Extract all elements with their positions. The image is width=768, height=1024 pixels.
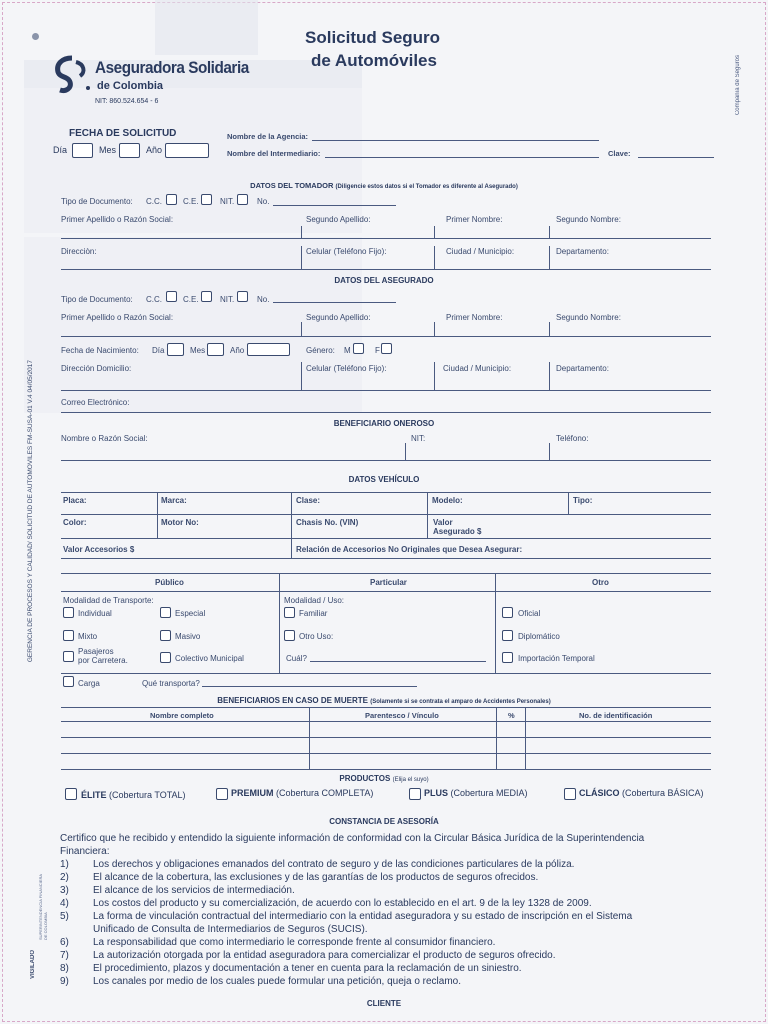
producto-clasico [579, 788, 704, 798]
fecha-dia-label: Día [53, 145, 68, 155]
asegurado-cc-checkbox[interactable] [166, 291, 177, 302]
vehiculo-valor2: Asegurado $ [433, 527, 482, 536]
tomador-ce-label: C.E. [183, 197, 199, 206]
vehiculo-accesorios: Valor Accesorios $ [63, 545, 135, 554]
producto-elite-checkbox[interactable] [65, 788, 77, 800]
tomador-no-line[interactable] [273, 205, 396, 206]
tomador-cc-label: C.C. [146, 197, 162, 206]
vehiculo-color: Color: [63, 518, 87, 527]
uso-otro-uso-checkbox[interactable] [284, 630, 295, 641]
asegurado-mes-input[interactable] [207, 343, 224, 356]
asegurado-mes-label: Mes [190, 346, 206, 355]
vehiculo-tipo: Tipo: [573, 496, 593, 505]
uso-que-transporta: Qué transporta? [142, 679, 200, 688]
beneficiario-telefono: Teléfono: [556, 434, 589, 443]
asegurado-departamento: Departamento: [556, 364, 609, 373]
side-text: Compañía de Seguros [735, 55, 741, 116]
tomador-primer-apellido: Primer Apellido o Razón Social: [61, 215, 174, 224]
uso-importacion-checkbox[interactable] [502, 652, 513, 663]
uso-importacion: Importación Temporal [518, 654, 595, 663]
uso-familiar: Familiar [299, 609, 328, 618]
uso-carga: Carga [78, 679, 100, 688]
asegurado-m-checkbox[interactable] [353, 343, 364, 354]
company-logo-icon [52, 54, 92, 99]
vehiculo-marca: Marca: [161, 496, 187, 505]
asegurado-tipo-doc: Tipo de Documento: [61, 295, 133, 304]
asegurado-ciudad: Ciudad / Municipio: [443, 364, 512, 373]
uso-otro: Otro [592, 578, 609, 587]
asegurado-ce-checkbox[interactable] [201, 291, 212, 302]
tomador-nit-checkbox[interactable] [237, 194, 248, 205]
uso-particular: Particular [370, 578, 407, 587]
tomador-celular: Celular (Teléfono Fijo): [306, 247, 387, 256]
asegurado-m-label: M [344, 346, 351, 355]
tomador-ce-checkbox[interactable] [201, 194, 212, 205]
constancia-title: CONSTANCIA DE ASESORÍA [329, 817, 439, 826]
producto-premium [231, 788, 373, 798]
asegurado-direccion: Dirección Domicilio: [61, 364, 132, 373]
tomador-row1-line[interactable] [61, 238, 711, 239]
producto-elite-name: ÉLITE [81, 790, 107, 800]
asegurado-correo: Correo Electrónico: [61, 398, 130, 407]
uso-cual: Cuál? [286, 654, 307, 663]
vehiculo-title: DATOS VEHÍCULO [348, 475, 420, 484]
muerte-header [0, 696, 768, 705]
producto-premium-sub: (Cobertura COMPLETA) [276, 788, 374, 798]
beneficiario-nombre: Nombre o Razón Social: [61, 434, 148, 443]
asegurado-segundo-nombre: Segundo Nombre: [556, 313, 621, 322]
muerte-title: BENEFICIARIOS EN CASO DE MUERTE [217, 696, 368, 705]
intermediario-line[interactable] [325, 157, 599, 158]
constancia-intro2: Financiera: [60, 846, 110, 857]
tomador-cc-checkbox[interactable] [166, 194, 177, 205]
producto-clasico-checkbox[interactable] [564, 788, 576, 800]
producto-plus [424, 788, 528, 798]
tomador-tipo-doc: Tipo de Documento: [61, 197, 133, 206]
uso-modalidad-transporte: Modalidad de Transporte: [63, 596, 154, 605]
uso-colectivo: Colectivo Municipal [175, 654, 244, 663]
muerte-col-identificacion: No. de identificación [579, 711, 653, 720]
asegurado-no-label: No. [257, 295, 270, 304]
uso-diplomatico-checkbox[interactable] [502, 630, 513, 641]
uso-mixto: Mixto [78, 632, 98, 641]
fecha-dia-input[interactable] [72, 143, 93, 158]
productos-note: (Elija el suyo) [392, 777, 429, 783]
vehiculo-motor: Motor No: [161, 518, 199, 527]
asegurado-fecha-nac: Fecha de Nacimiento: [61, 346, 139, 355]
tomador-primer-nombre: Primer Nombre: [446, 215, 503, 224]
overlay-left-block-2 [24, 237, 362, 413]
muerte-col-porcentaje: % [508, 711, 515, 720]
asegurado-genero: Género: [306, 346, 335, 355]
muerte-col-nombre: Nombre completo [150, 711, 214, 720]
asegurado-primer-nombre: Primer Nombre: [446, 313, 503, 322]
uso-especial: Especial [175, 609, 206, 618]
productos-title: PRODUCTOS [339, 774, 391, 783]
tomador-ciudad: Ciudad / Municipio: [446, 247, 515, 256]
asegurado-dia-input[interactable] [167, 343, 184, 356]
tomador-segundo-nombre: Segundo Nombre: [556, 215, 621, 224]
uso-cual-line[interactable] [310, 661, 486, 662]
asegurado-row1-line[interactable] [61, 336, 711, 337]
producto-elite-sub: (Cobertura TOTAL) [109, 790, 186, 800]
tomador-row2-line[interactable] [61, 269, 711, 270]
company-sub: de Colombia [97, 80, 164, 92]
fecha-title: FECHA DE SOLICITUD [69, 128, 177, 139]
clave-line[interactable] [638, 157, 714, 158]
uso-publico: Público [155, 578, 184, 587]
uso-masivo: Masivo [175, 632, 201, 641]
productos-header [0, 774, 768, 783]
agencia-line[interactable] [312, 140, 599, 141]
producto-clasico-name: CLÁSICO [579, 788, 620, 798]
vehiculo-clase: Clase: [296, 496, 321, 505]
producto-premium-checkbox[interactable] [216, 788, 228, 800]
vehiculo-relacion: Relación de Accesorios No Originales que Desea Asegurar: [296, 545, 523, 554]
muerte-row-1[interactable] [61, 737, 711, 738]
tomador-direccion: Direcciòn: [61, 247, 97, 256]
clave-label: Clave: [608, 149, 631, 158]
title-line2: de Automóviles [311, 51, 437, 70]
constancia-intro1: Certifico que he recibido y entendido la siguiente información de conformidad con la Circular Básica Jurídica de la Superintendencia [60, 833, 645, 844]
asegurado-f-label: F [375, 346, 380, 355]
uso-individual: Individual [78, 609, 112, 618]
fecha-mes-input[interactable] [119, 143, 140, 158]
constancia-item-9: 9) Los canales por medio de los cuales puede formular una petición, queja o reclamo. [60, 976, 461, 987]
uso-modalidad-uso: Modalidad / Uso: [284, 596, 345, 605]
vertical-code: GERENCIA DE PROCESOS Y CALIDAD/ SOLICITUD DE AUTOMOVILES FM-SUSA-01 V.4 04/05/2017 [27, 360, 34, 663]
vehiculo-chasis: Chasis No. (VIN) [296, 518, 359, 527]
producto-plus-name: PLUS [424, 788, 449, 798]
beneficiario-title: BENEFICIARIO ONEROSO [333, 419, 435, 428]
muerte-col-parentesco: Parentesco / Vínculo [365, 711, 439, 720]
constancia-item-5b: Unificado de Consulta de Intermediarios de Seguros (SUCIS). [93, 924, 368, 935]
uso-mixto-checkbox[interactable] [63, 630, 74, 641]
tomador-no-label: No. [257, 197, 270, 206]
producto-elite [81, 790, 186, 800]
asegurado-f-checkbox[interactable] [381, 343, 392, 354]
vigilado-sub: SUPERINTENDENCIA FINANCIERA DE COLOMBIA [38, 874, 48, 940]
agencia-label: Nombre de la Agencia: [227, 132, 308, 141]
muerte-row-3[interactable] [61, 769, 711, 770]
overlay-top-tab [155, 0, 258, 55]
tomador-note: (Diligencie estos datos si el Tomador es diferente al Asegurado) [335, 184, 518, 190]
constancia-item-6: 6) La responsabilidad que como intermediario le corresponde frente al consumidor financiero. [60, 937, 496, 948]
fecha-ano-label: Año [146, 145, 163, 155]
uso-pasajeros2: por Carretera. [78, 656, 128, 665]
asegurado-row2-line[interactable] [61, 390, 711, 391]
uso-pasajeros-checkbox[interactable] [63, 651, 74, 662]
producto-clasico-sub: (Cobertura BÁSICA) [622, 788, 704, 798]
asegurado-correo-line[interactable] [61, 412, 711, 413]
uso-especial-checkbox[interactable] [160, 607, 171, 618]
tomador-nit-label: NIT. [220, 197, 235, 206]
uso-que-transporta-line[interactable] [202, 686, 417, 687]
constancia-item-1: 1) Los derechos y obligaciones emanados del contrato de seguro y de las condiciones particulares de la póliza. [60, 859, 575, 870]
tomador-title: DATOS DEL TOMADOR [250, 181, 334, 190]
intermediario-label: Nombre del Intermediario: [227, 149, 321, 158]
asegurado-dia-label: Día [152, 346, 165, 355]
asegurado-ce-label: C.E. [183, 295, 199, 304]
asegurado-segundo-apellido: Segundo Apellido: [306, 313, 371, 322]
asegurado-ano-label: Año [230, 346, 245, 355]
producto-plus-sub: (Cobertura MEDIA) [450, 788, 528, 798]
title-line1: Solicitud Seguro [305, 28, 441, 47]
producto-plus-checkbox[interactable] [409, 788, 421, 800]
uso-masivo-checkbox[interactable] [160, 630, 171, 641]
asegurado-title: DATOS DEL ASEGURADO [334, 276, 434, 285]
constancia-item-8: 8) El procedimiento, plazos y documentación a tener en cuenta para la reclamación de un siniestro. [60, 963, 522, 974]
company-nit: NIT: 860.524.654 - 6 [95, 98, 159, 105]
asegurado-primer-apellido: Primer Apellido o Razón Social: [61, 313, 174, 322]
asegurado-ano-input[interactable] [247, 343, 290, 356]
uso-oficial-checkbox[interactable] [502, 607, 513, 618]
uso-pasajeros1: Pasajeros [78, 647, 114, 656]
uso-diplomatico: Diplomático [518, 632, 560, 641]
overlay-left-block [24, 88, 362, 233]
uso-familiar-checkbox[interactable] [284, 607, 295, 618]
tomador-departamento: Departamento: [556, 247, 609, 256]
beneficiario-nit: NIT: [411, 434, 426, 443]
vehiculo-valor: Valor [433, 518, 453, 527]
uso-individual-checkbox[interactable] [63, 607, 74, 618]
muerte-row-2[interactable] [61, 753, 711, 754]
producto-premium-name: PREMIUM [231, 788, 274, 798]
constancia-item-5: 5) La forma de vinculación contractual del intermediario con la entidad aseguradora y su estado de inscripción en el Sistema [60, 911, 633, 922]
tomador-segundo-apellido: Segundo Apellido: [306, 215, 371, 224]
vehiculo-placa: Placa: [63, 496, 87, 505]
asegurado-no-line[interactable] [273, 302, 396, 303]
company-name: Aseguradora Solidaria [95, 58, 249, 77]
constancia-item-3: 3) El alcance de los servicios de intermediación. [60, 885, 295, 896]
fecha-mes-label: Mes [99, 145, 117, 155]
asegurado-celular: Celular (Teléfono Fijo): [306, 364, 387, 373]
asegurado-nit-checkbox[interactable] [237, 291, 248, 302]
uso-carga-checkbox[interactable] [63, 676, 74, 687]
uso-otro-uso: Otro Uso: [299, 632, 334, 641]
constancia-item-4: 4) Los costos del producto y su comercialización, de acuerdo con lo establecido en el art. 9 de la ley 1328 de 2009. [60, 898, 592, 909]
fecha-ano-input[interactable] [165, 143, 209, 158]
beneficiario-line[interactable] [61, 460, 711, 461]
cliente-label: CLIENTE [366, 999, 402, 1008]
vigilado-label: VIGILADO [30, 950, 36, 980]
tomador-header [0, 181, 768, 190]
asegurado-cc-label: C.C. [146, 295, 162, 304]
constancia-item-7: 7) La autorización otorgada por la entidad aseguradora para comercializar el producto de seguros ofrecido. [60, 950, 556, 961]
uso-oficial: Oficial [518, 609, 541, 618]
vehiculo-modelo: Modelo: [432, 496, 463, 505]
asegurado-nit-label: NIT. [220, 295, 235, 304]
muerte-note: (Solamente si se contrata el amparo de Accidentes Personales) [370, 699, 551, 705]
constancia-item-2: 2) El alcance de la cobertura, las exclusiones y de las garantías de los productos de seguros ofrecidos. [60, 872, 539, 883]
bullet-dot [32, 33, 39, 40]
uso-colectivo-checkbox[interactable] [160, 652, 171, 663]
